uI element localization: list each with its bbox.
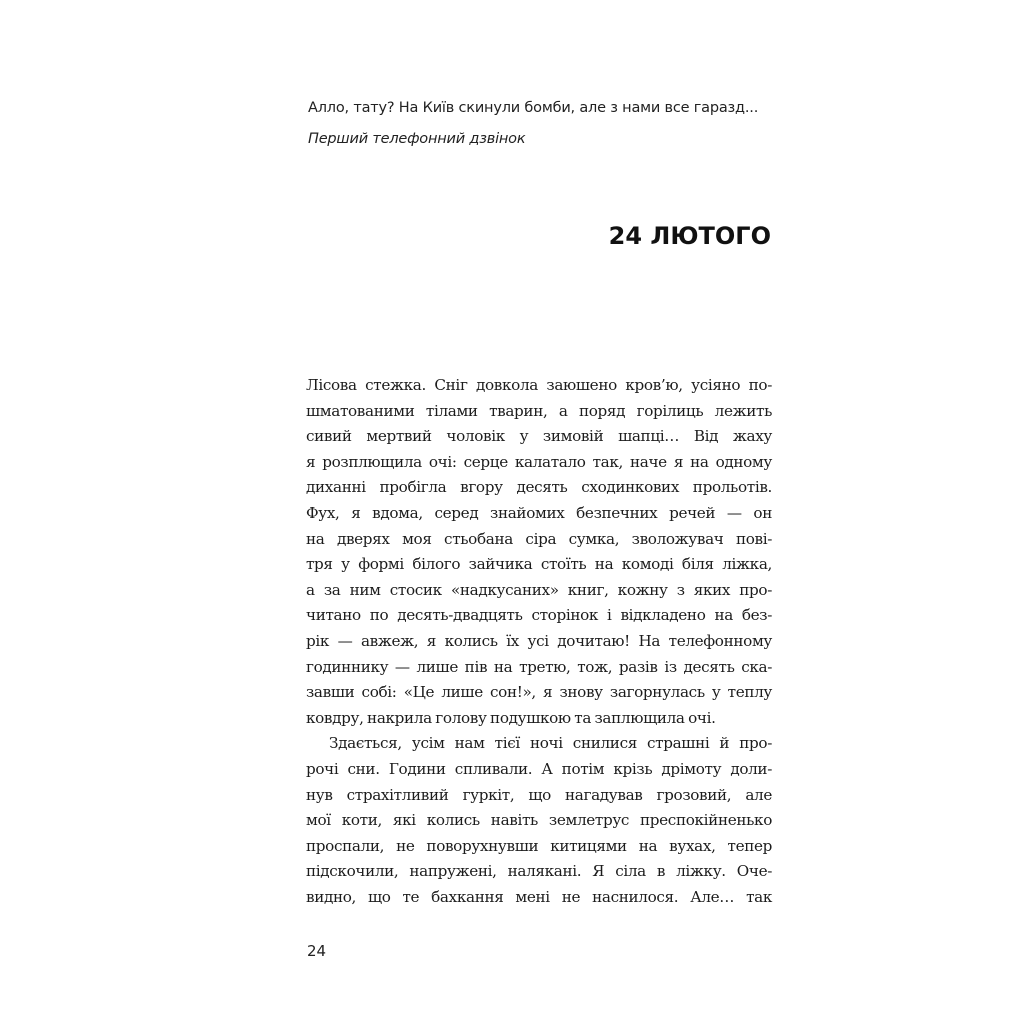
text-line: завши собі: «Це лише сон!», я знову загорнулась у теплу — [306, 683, 772, 702]
paragraph-2 — [306, 731, 772, 910]
epigraph-quote: Алло, тату? На Київ скинули бомби, але з нами все гаразд... — [308, 100, 759, 116]
text-line: читано по десять-двадцять сторінок і відкладено на без- — [306, 606, 772, 625]
text-line: тря у формі білого зайчика стоїть на комоді біля ліжка, — [306, 555, 772, 574]
text-line: ковдру, накрила голову подушкою та заплющила очі. — [306, 708, 716, 727]
text-line: рочі сни. Години спливали. А потім крізь дрімоту доли- — [306, 759, 772, 778]
text-line: годиннику — лише пів на третю, тож, разів із десять ска- — [306, 657, 772, 676]
text-line: мої коти, які колись навіть землетрус преспокійненько — [306, 811, 772, 830]
chapter-title: 24 ЛЮТОГО — [608, 222, 771, 250]
text-line: рік — авжеж, я колись їх усі дочитаю! На телефонному — [306, 631, 772, 650]
paragraph-1 — [306, 373, 772, 731]
text-line: Лісова стежка. Сніг довкола заюшено кров’ю, усіяно по- — [306, 376, 772, 394]
text-line: а за ним стосик «надкусаних» книг, кожну з яких про- — [306, 580, 772, 599]
text-line: шматованими тілами тварин, а поряд горілиць лежить — [306, 401, 772, 420]
text-line: підскочили, напружені, налякані. Я сіла в ліжку. Оче- — [306, 862, 772, 881]
epigraph-source: Перший телефонний дзвінок — [308, 131, 526, 147]
text-line: видно, що те бахкання мені не наснилося. Але… так — [306, 887, 772, 906]
text-line: проспали, не поворухнувши китицями на вухах, тепер — [306, 836, 772, 855]
text-line: на дверях моя стьобана сіра сумка, зволожувач пові- — [306, 529, 772, 548]
text-line: сивий мертвий чоловік у зимовій шапці… Від жаху — [306, 427, 772, 446]
body-text — [306, 373, 772, 910]
text-line: диханні пробігла вгору десять сходинкових прольотів. — [306, 478, 772, 497]
page-number: 24 — [307, 942, 327, 960]
text-line: Фух, я вдома, серед знайомих безпечних речей — он — [306, 503, 772, 522]
text-line: я розплющила очі: серце калатало так, наче я на одному — [306, 452, 772, 471]
text-line: Здається, усім нам тієї ночі снилися страшні й про- — [329, 734, 772, 753]
text-line: нув страхітливий гуркіт, що нагадував грозовий, але — [306, 785, 772, 804]
